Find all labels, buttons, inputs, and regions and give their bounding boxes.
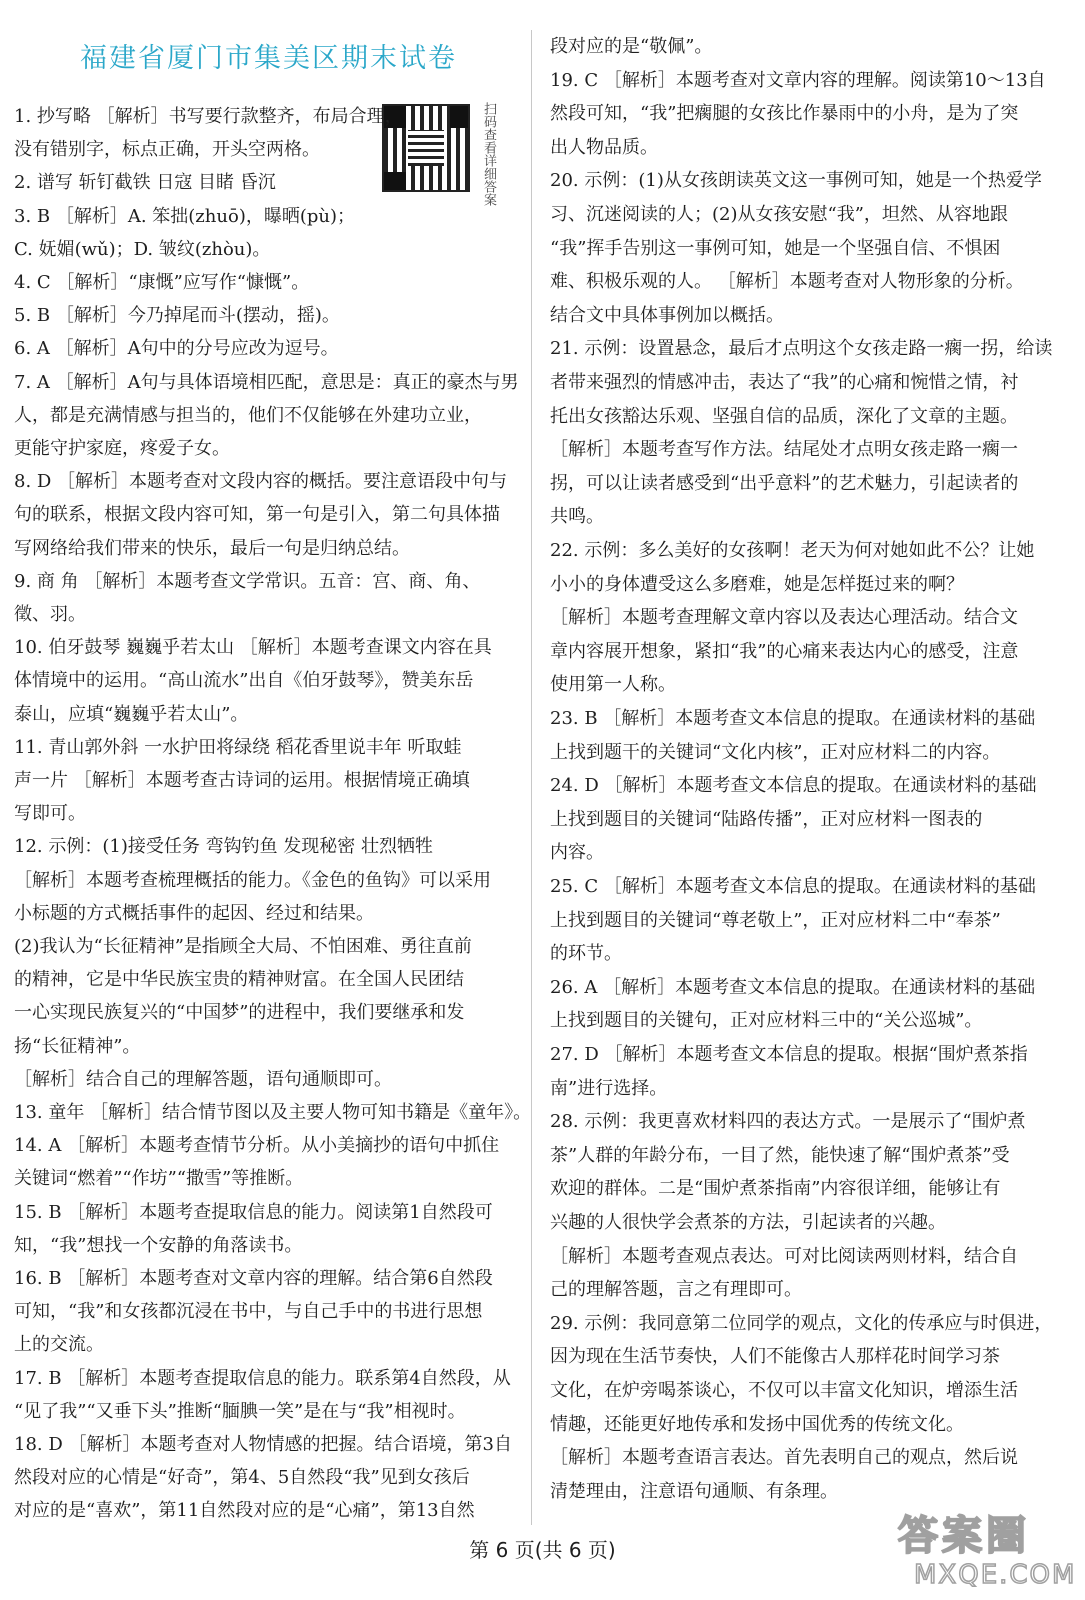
qr-caption: 扫码查看详细答案 [481, 102, 496, 206]
answer-line: 12. 示例：(1)接受任务 弯钩钓鱼 发现秘密 壮烈牺牲 [14, 836, 434, 858]
answer-line: 21. 示例：设置悬念，最后才点明这个女孩走路一瘸一拐，给读 [550, 338, 1053, 360]
answer-line: 兴趣的人很快学会煮茶的方法，引起读者的兴趣。 [550, 1212, 946, 1233]
watermark-logo [880, 1504, 1077, 1594]
answer-line: 上找到题目的关键词“尊老敬上”，正对应材料二中“奉茶” [550, 909, 1001, 931]
answer-line: 泰山，应填“巍巍乎若太山”。 [14, 703, 249, 725]
answer-line: 3. B ［解析］A. 笨拙(zhuō)，曝晒(pù)； [14, 205, 355, 227]
answer-line: 出人物品质。 [550, 136, 658, 158]
answer-line: 22. 示例：多么美好的女孩啊！老天为何对她如此不公？让她 [550, 540, 1035, 561]
answer-line: 清楚理由，注意语句通顺、有条理。 [550, 1480, 838, 1502]
answer-line: 25. C ［解析］本题考查文本信息的提取。在通读材料的基础 [550, 876, 1036, 897]
answer-line: 文化，在炉旁喝茶谈心，不仅可以丰富文化知识，增添生活 [550, 1380, 1018, 1401]
answer-line: ［解析］本题考查语言表达。首先表明自己的观点，然后说 [550, 1447, 1018, 1469]
answer-line: 15. B ［解析］本题考查提取信息的能力。阅读第1自然段可 [14, 1201, 493, 1223]
answer-line: “我”挥手告别这一事例可知，她是一个坚强自信、不惧困 [550, 237, 1001, 259]
answer-line: 更能守护家庭，疼爱子女。 [14, 438, 230, 459]
answer-line: 28. 示例：我更喜欢材料四的表达方式。一是展示了“围炉煮 [550, 1111, 1026, 1133]
watermark-text-top: 答案圈 [898, 1513, 1030, 1559]
answer-line: 没有错别字，标点正确，开头空两格。 [14, 139, 320, 161]
answer-line: 段对应的是“敬佩”。 [550, 36, 713, 57]
answer-line: (2)我认为“长征精神”是指顾全大局、不怕困难、勇往直前 [14, 936, 472, 957]
answer-line: 一心实现民族复兴的“中国梦”的进程中，我们要继承和发 [14, 1002, 465, 1024]
answer-line: 句的联系，根据文段内容可知，第一句是引入，第二句具体描 [14, 504, 500, 526]
answer-line: 上找到题干的关键词“文化内核”，正对应材料二的内容。 [550, 741, 1001, 763]
answer-line: 因为现在生活节奏快，人们不能像古人那样花时间学习茶 [550, 1346, 1000, 1368]
answer-line: ［解析］本题考查写作方法。结尾处才点明女孩走路一瘸一 [550, 439, 1018, 461]
answer-line: 20. 示例：(1)从女孩朗读英文这一事例可知，她是一个热爱学 [550, 170, 1042, 192]
answer-line: ［解析］本题考查梳理概括的能力。《金色的鱼钩》可以采用 [14, 869, 491, 891]
answer-line: 使用第一人称。 [550, 674, 676, 696]
answer-line: 29. 示例：我同意第二位同学的观点，文化的传承应与时俱进， [550, 1312, 1053, 1334]
answer-line: 声一片 ［解析］本题考查古诗词的运用。根据情境正确填 [14, 770, 470, 791]
answer-line: 6. A ［解析］A句中的分号应改为逗号。 [14, 338, 339, 360]
answer-line: 上找到题目的关键句，正对应材料三中的“关公巡城”。 [550, 1010, 983, 1032]
answer-line: 的精神，它是中华民族宝贵的精神财富。在全国人民团结 [14, 969, 464, 991]
answer-line: 5. B ［解析］今乃掉尾而斗(摆动，摇)。 [14, 305, 340, 327]
answer-line: 对应的是“喜欢”，第11自然段对应的是“心痛”，第13自然 [14, 1500, 475, 1522]
answer-line: 上的交流。 [14, 1334, 104, 1356]
answer-line: 知，“我”想找一个安静的角落读书。 [14, 1234, 303, 1256]
answer-line: 章内容展开想象，紧扣“我”的心痛来表达内心的感受，注意 [550, 640, 1019, 662]
answer-line: 的环节。 [550, 943, 622, 965]
page-title: 福建省厦门市集美区期末试卷 [80, 43, 457, 74]
page-footer: 第 6 页(共 6 页) [469, 1538, 616, 1562]
answer-line: 关键词“燃着”“作坊”“撒雪”等推断。 [14, 1168, 304, 1190]
answer-line: 16. B ［解析］本题考查对文章内容的理解。结合第6自然段 [14, 1268, 493, 1289]
answer-line: 者带来强烈的情感冲击，表达了“我”的心痛和惋惜之情，衬 [550, 372, 1019, 393]
column-divider [531, 30, 532, 1525]
answer-line: 10. 伯牙鼓琴 巍巍乎若太山 ［解析］本题考查课文内容在具 [14, 637, 492, 659]
answer-line: 情趣，还能更好地传承和发扬中国优秀的传统文化。 [550, 1413, 964, 1435]
answer-line: 小小的身体遭受这么多磨难，她是怎样挺过来的啊？ [550, 573, 964, 595]
answer-line: 小标题的方式概括事件的起因、经过和结果。 [14, 902, 374, 924]
answer-line: ［解析］本题考查理解文章内容以及表达心理活动。结合文 [550, 607, 1018, 629]
answer-line: 2. 谱写 斩钉截铁 日寇 目睹 昏沉 [14, 172, 276, 194]
answer-line: 托出女孩豁达乐观、坚强自信的品质，深化了文章的主题。 [550, 405, 1018, 427]
answer-line: ［解析］本题考查观点表达。可对比阅读两则材料，结合自 [550, 1245, 1018, 1267]
answer-line: 1. 抄写略 ［解析］书写要行款整齐，布局合理， [14, 106, 403, 127]
answer-line: 19. C ［解析］本题考查对文章内容的理解。阅读第10～13自 [550, 69, 1046, 91]
answer-line: 拐，可以让读者感受到“出乎意料”的艺术魅力，引起读者的 [550, 472, 1019, 494]
answer-line: “见了我”“又垂下头”推断“腼腆一笑”是在与“我”相视时。 [14, 1400, 466, 1422]
answer-line: 内容。 [550, 842, 604, 864]
answer-line: 27. D ［解析］本题考查文本信息的提取。根据“围炉煮茶指 [550, 1044, 1028, 1065]
answer-line: 18. D ［解析］本题考查对人物情感的把握。结合语境，第3自 [14, 1434, 512, 1455]
answer-line: 结合文中具体事例加以概括。 [550, 304, 784, 326]
answer-line: 17. B ［解析］本题考查提取信息的能力。联系第4自然段，从 [14, 1367, 511, 1389]
answer-line: 13. 童年 ［解析］结合情节图以及主要人物可知书籍是《童年》。 [14, 1102, 532, 1123]
answer-line: 14. A ［解析］本题考查情节分析。从小美摘抄的语句中抓住 [14, 1135, 500, 1157]
answer-line: C. 妩媚(wǔ)；D. 皱纹(zhòu)。 [14, 238, 271, 260]
answer-line: 4. C ［解析］“康慨”应写作“慷慨”。 [14, 272, 310, 293]
answer-line: 23. B ［解析］本题考查文本信息的提取。在通读材料的基础 [550, 708, 1036, 729]
answer-line: 南”进行选择。 [550, 1077, 668, 1099]
answer-line: 人，都是充满情感与担当的，他们不仅能够在外建功立业， [14, 404, 482, 426]
answer-line: 7. A ［解析］A句与具体语境相匹配，意思是：真正的豪杰与男 [14, 371, 519, 393]
answer-line: 习、沉迷阅读的人；(2)从女孩安慰“我”，坦然、从容地跟 [550, 204, 1008, 225]
answer-line: 可知，“我”和女孩都沉浸在书中，与自己手中的书进行思想 [14, 1301, 483, 1323]
answer-line: 26. A ［解析］本题考查文本信息的提取。在通读材料的基础 [550, 976, 1036, 998]
answer-line: 然段对应的心情是“好奇”，第4、5自然段“我”见到女孩后 [14, 1467, 470, 1489]
answer-line: 茶”人群的年龄分布，一目了然，能快速了解“围炉煮茶”受 [550, 1144, 1010, 1166]
answer-line: 己的理解答题，言之有理即可。 [550, 1279, 802, 1301]
answer-line: 上找到题目的关键词“陆路传播”，正对应材料一图表的 [550, 808, 983, 830]
answer-line: 24. D ［解析］本题考查文本信息的提取。在通读材料的基础 [550, 775, 1037, 797]
answer-line: 写即可。 [14, 803, 86, 825]
watermark-text-bottom: MXQE.COM [914, 1560, 1077, 1590]
answer-line: 欢迎的群体。二是“围炉煮茶指南”内容很详细，能够让有 [550, 1178, 1001, 1200]
answer-line: 9. 商 角 ［解析］本题考查文学常识。五音：宫、商、角、 [14, 570, 481, 592]
answer-line: 难、积极乐观的人。 ［解析］本题考查对人物形象的分析。 [550, 271, 1024, 293]
answer-line: 扬“长征精神”。 [14, 1035, 141, 1057]
answer-line: 8. D ［解析］本题考查对文段内容的概括。要注意语段中句与 [14, 471, 508, 493]
answer-line: 徵、羽。 [14, 604, 86, 625]
answer-line: 共鸣。 [550, 506, 604, 528]
answer-line: 写网络给我们带来的快乐，最后一句是归纳总结。 [14, 537, 410, 559]
answer-line: 体情境中的运用。“高山流水”出自《伯牙鼓琴》，赞美东岳 [14, 670, 474, 692]
answer-line: 11. 青山郭外斜 一水护田将绿绕 稻花香里说丰年 听取蛙 [14, 736, 462, 758]
answer-line: 然段可知，“我”把瘸腿的女孩比作暴雨中的小舟，是为了突 [550, 103, 1019, 125]
answer-line: ［解析］结合自己的理解答题，语句通顺即可。 [14, 1068, 392, 1090]
